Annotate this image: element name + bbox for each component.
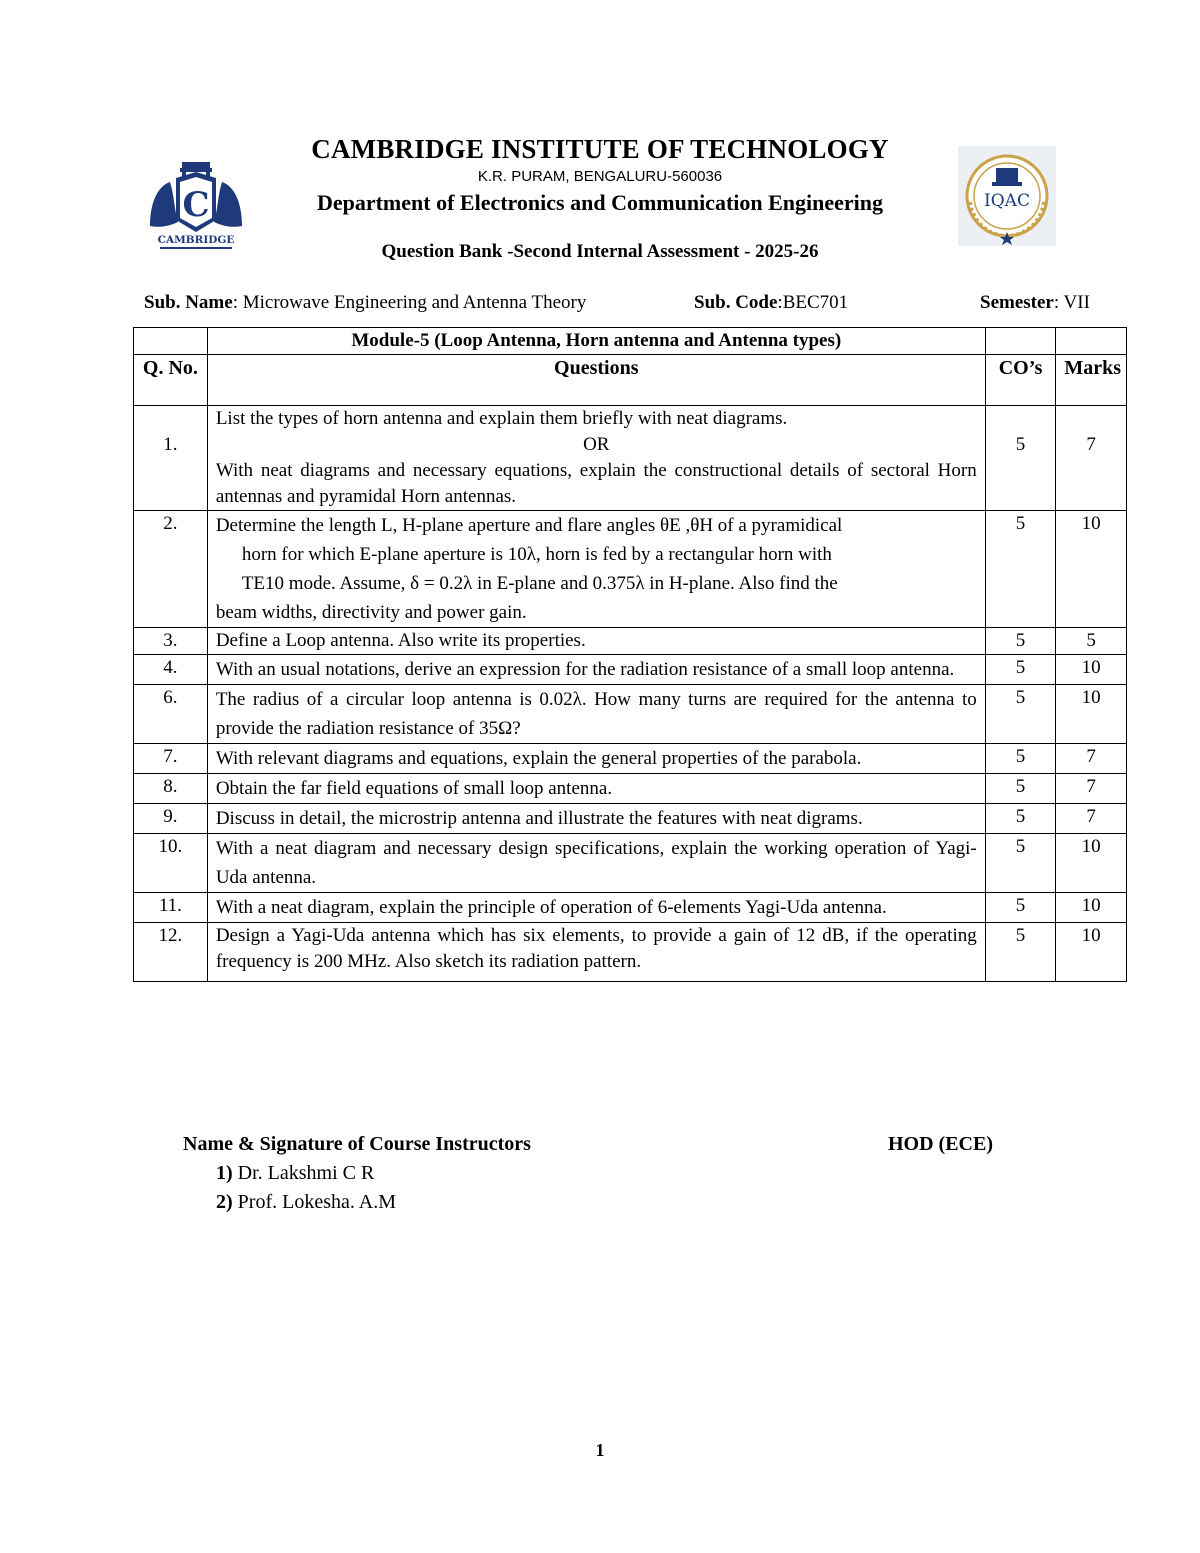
institute-name: CAMBRIDGE INSTITUTE OF TECHNOLOGY (311, 134, 889, 164)
marks-value: 10 (1056, 511, 1127, 628)
marks-value: 7 (1056, 406, 1127, 511)
column-header-row (134, 355, 1127, 406)
question-number: 9. (134, 804, 208, 834)
department-name: Department of Electronics and Communication Engineering (316, 190, 884, 215)
col-header-qno: Q. No. (134, 355, 208, 406)
marks-value: 10 (1056, 893, 1127, 923)
co-value: 5 (985, 655, 1056, 685)
table-row (134, 774, 1127, 804)
page-number: 1 (595, 1440, 605, 1460)
question-text: List the types of horn antenna and explain them briefly with neat diagrams. OR With neat diagrams and necessary equations, explain the constructional details of sectoral Horn antennas and pyramidal Horn antennas. (207, 406, 985, 511)
question-text: Obtain the far field equations of small loop antenna. (207, 774, 985, 804)
marks-value: 10 (1056, 834, 1127, 893)
table-row (134, 834, 1127, 893)
co-value: 5 (985, 834, 1056, 893)
table-row (134, 655, 1127, 685)
table-row (134, 685, 1127, 744)
semester: Semester: VII (980, 292, 1090, 313)
module-header-row (134, 328, 1127, 355)
question-number: 10. (134, 834, 208, 893)
subject-name: Sub. Name: Microwave Engineering and Antenna Theory (144, 292, 587, 313)
question-number: 8. (134, 774, 208, 804)
question-number: 6. (134, 685, 208, 744)
marks-value: 7 (1056, 774, 1127, 804)
question-bank-title: Question Bank -Second Internal Assessment - 2025-26 (381, 241, 819, 262)
co-value: 5 (985, 893, 1056, 923)
co-value: 5 (985, 511, 1056, 628)
subject-code: Sub. Code:BEC701 (694, 292, 849, 313)
question-text: The radius of a circular loop antenna is 0.02λ. How many turns are required for the antenna to provide the radiation resistance of 35Ω? (207, 685, 985, 744)
question-number: 7. (134, 744, 208, 774)
co-value: 5 (985, 923, 1056, 982)
svg-text:CAMBRIDGE: CAMBRIDGE (157, 234, 235, 246)
question-number: 1. (134, 406, 208, 511)
question-number: 11. (134, 893, 208, 923)
question-text: With a neat diagram, explain the principle of operation of 6-elements Yagi-Uda antenna. (207, 893, 985, 923)
co-value: 5 (985, 685, 1056, 744)
table-row (134, 923, 1127, 982)
question-number: 2. (134, 511, 208, 628)
marks-value: 7 (1056, 744, 1127, 774)
col-header-cos: CO’s (985, 355, 1056, 406)
question-number: 3. (134, 628, 208, 655)
module-title: Module-5 (Loop Antenna, Horn antenna and Antenna types) (207, 328, 985, 355)
question-text: Discuss in detail, the microstrip antenna and illustrate the features with neat digrams. (207, 804, 985, 834)
table-row (134, 406, 1127, 511)
marks-value: 10 (1056, 685, 1127, 744)
table-row (134, 804, 1127, 834)
marks-value: 7 (1056, 804, 1127, 834)
question-text: Design a Yagi-Uda antenna which has six elements, to provide a gain of 12 dB, if the operating frequency is 200 MHz. Also sketch its radiation pattern. (207, 923, 985, 982)
col-header-marks: Marks (1056, 355, 1127, 406)
marks-value: 10 (1056, 655, 1127, 685)
co-value: 5 (985, 804, 1056, 834)
question-text: With an usual notations, derive an expression for the radiation resistance of a small loop antenna. (207, 655, 985, 685)
questions-table (133, 327, 1127, 982)
table-row (134, 628, 1127, 655)
co-value: 5 (985, 774, 1056, 804)
question-text: With a neat diagram and necessary design specifications, explain the working operation of Yagi-Uda antenna. (207, 834, 985, 893)
question-number: 4. (134, 655, 208, 685)
question-text: Define a Loop antenna. Also write its properties. (207, 628, 985, 655)
svg-text:C: C (182, 185, 210, 225)
institute-address: K.R. PURAM, BENGALURU-560036 (477, 168, 723, 185)
co-value: 5 (985, 744, 1056, 774)
question-text: Determine the length L, H-plane aperture and flare angles θE ,θH of a pyramidical horn for which E-plane aperture is 10λ, horn is fed by a rectangular horn with TE10 mode. Assume, δ = 0.2λ in E-plane and 0.375λ in H-plane. Also find the beam widths, directivity and power gain. (207, 511, 985, 628)
co-value: 5 (985, 406, 1056, 511)
table-row (134, 893, 1127, 923)
co-value: 5 (985, 628, 1056, 655)
svg-text:IQAC: IQAC (984, 191, 1030, 211)
question-number: 12. (134, 923, 208, 982)
hod-label: HOD (ECE) (888, 1133, 993, 1155)
or-separator: OR (583, 434, 610, 455)
instructor-2: 2) Prof. Lokesha. A.M (216, 1191, 396, 1213)
table-row (134, 511, 1127, 628)
instructor-1: 1) Dr. Lakshmi C R (216, 1162, 375, 1184)
marks-value: 10 (1056, 923, 1127, 982)
question-text: With relevant diagrams and equations, explain the general properties of the parabola. (207, 744, 985, 774)
instructors-signature-title: Name & Signature of Course Instructors (183, 1133, 531, 1155)
col-header-questions: Questions (207, 355, 985, 406)
marks-value: 5 (1056, 628, 1127, 655)
table-row (134, 744, 1127, 774)
